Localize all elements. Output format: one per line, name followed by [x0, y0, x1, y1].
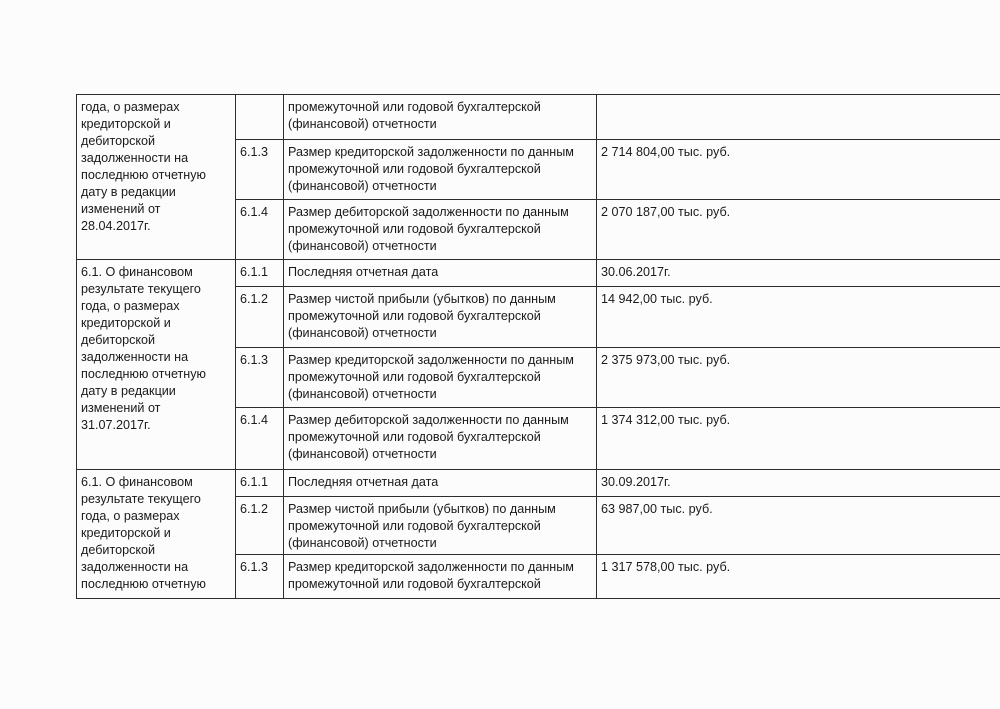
indicator-value: 14 942,00 тыс. руб. — [601, 292, 713, 306]
indicator-text: Размер чистой прибыли (убытков) по данным промежуточной или годовой бухгалтерской (финансовой) отчетности — [288, 292, 556, 340]
item-code-cell — [236, 287, 284, 348]
value-cell — [597, 200, 1000, 260]
item-code-cell — [236, 555, 284, 599]
indicator-cell — [284, 95, 597, 140]
section-description: 6.1. О финансовом результате текущего года, о размерах кредиторской и дебиторской задолженности на последнюю отчетную — [81, 475, 206, 591]
indicator-cell — [284, 348, 597, 408]
indicator-cell — [284, 260, 597, 287]
indicator-cell — [284, 140, 597, 200]
section-description: года, о размерах кредиторской и дебиторской задолженности на последнюю отчетную дату в редакции изменений от 28.04.2017г. — [81, 100, 206, 233]
indicator-value: 63 987,00 тыс. руб. — [601, 502, 713, 516]
indicator-value: 1 374 312,00 тыс. руб. — [601, 413, 731, 427]
item-code-cell — [236, 200, 284, 260]
indicator-value: 2 070 187,00 тыс. руб. — [601, 205, 731, 219]
indicator-value: 30.06.2017г. — [601, 265, 671, 279]
financial-results-table — [76, 94, 1000, 599]
item-code-cell — [236, 260, 284, 287]
item-code: 6.1.2 — [240, 292, 269, 306]
indicator-value: 30.09.2017г. — [601, 475, 671, 489]
item-code-cell — [236, 497, 284, 555]
value-cell — [597, 95, 1000, 140]
item-code: 6.1.4 — [240, 205, 269, 219]
indicator-cell — [284, 470, 597, 497]
indicator-text: Размер кредиторской задолженности по данным промежуточной или годовой бухгалтерской (финансовой) отчетности — [288, 353, 574, 401]
indicator-text: Размер дебиторской задолженности по данным промежуточной или годовой бухгалтерской (финансовой) отчетности — [288, 205, 569, 253]
value-cell — [597, 287, 1000, 348]
indicator-text: Размер дебиторской задолженности по данным промежуточной или годовой бухгалтерской (финансовой) отчетности — [288, 413, 569, 461]
value-cell — [597, 408, 1000, 470]
indicator-text: Последняя отчетная дата — [288, 265, 439, 279]
value-cell — [597, 470, 1000, 497]
indicator-cell — [284, 497, 597, 555]
section-description-cell — [77, 95, 236, 260]
indicator-cell — [284, 200, 597, 260]
item-code-cell — [236, 348, 284, 408]
section-description: 6.1. О финансовом результате текущего года, о размерах кредиторской и дебиторской задолженности на последнюю отчетную дату в редакции изменений от 31.07.2017г. — [81, 265, 206, 432]
value-cell — [597, 260, 1000, 287]
item-code: 6.1.3 — [240, 353, 269, 367]
item-code: 6.1.3 — [240, 145, 269, 159]
table-row — [77, 260, 1000, 287]
indicator-cell — [284, 287, 597, 348]
value-cell — [597, 555, 1000, 599]
section-description-cell — [77, 260, 236, 470]
value-cell — [597, 140, 1000, 200]
indicator-text: Размер чистой прибыли (убытков) по данным промежуточной или годовой бухгалтерской (финансовой) отчетности — [288, 502, 556, 550]
item-code-cell — [236, 408, 284, 470]
indicator-value: 2 375 973,00 тыс. руб. — [601, 353, 731, 367]
section-description-cell — [77, 470, 236, 599]
item-code: 6.1.4 — [240, 413, 269, 427]
indicator-value: 2 714 804,00 тыс. руб. — [601, 145, 731, 159]
indicator-text: промежуточной или годовой бухгалтерской (финансовой) отчетности — [288, 100, 541, 131]
item-code-cell — [236, 140, 284, 200]
item-code: 6.1.1 — [240, 475, 269, 489]
indicator-cell — [284, 555, 597, 599]
item-code-cell — [236, 95, 284, 140]
indicator-text: Последняя отчетная дата — [288, 475, 439, 489]
item-code: 6.1.2 — [240, 502, 269, 516]
item-code: 6.1.1 — [240, 265, 269, 279]
value-cell — [597, 348, 1000, 408]
value-cell — [597, 497, 1000, 555]
item-code-cell — [236, 470, 284, 497]
indicator-text: Размер кредиторской задолженности по данным промежуточной или годовой бухгалтерской — [288, 560, 574, 591]
table-row — [77, 470, 1000, 497]
item-code: 6.1.3 — [240, 560, 269, 574]
indicator-text: Размер кредиторской задолженности по данным промежуточной или годовой бухгалтерской (финансовой) отчетности — [288, 145, 574, 193]
indicator-cell — [284, 408, 597, 470]
table-row — [77, 95, 1000, 140]
indicator-value: 1 317 578,00 тыс. руб. — [601, 560, 731, 574]
